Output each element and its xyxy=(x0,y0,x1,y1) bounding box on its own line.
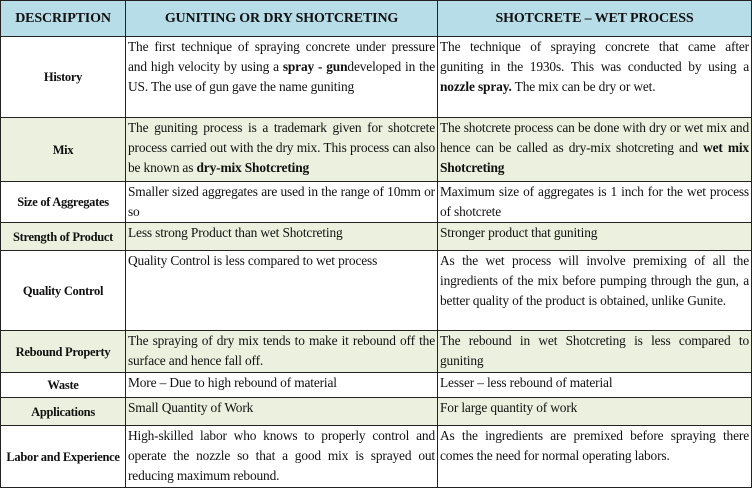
header-guniting: GUNITING OR DRY SHOTCRETING xyxy=(126,1,438,37)
dry-cell: Less strong Product than wet Shotcreting xyxy=(126,223,438,251)
wet-cell: The technique of spraying concrete that came after guniting in the 1930s. This was conducted by using a nozzle spray. The mix can be dry or wet. xyxy=(438,37,752,118)
row-label: History xyxy=(1,37,126,118)
row-label: Quality Control xyxy=(1,251,126,331)
wet-cell: For large quantity of work xyxy=(438,398,752,426)
table-row xyxy=(1,182,752,223)
dry-cell: High-skilled labor who knows to properly control and operate the nozzle so that a good mix is sprayed out reducing maximum rebound. xyxy=(126,426,438,488)
dry-cell: Smaller sized aggregates are used in the range of 10mm or so xyxy=(126,182,438,223)
dry-cell: Quality Control is less compared to wet process xyxy=(126,251,438,331)
header-shotcrete: SHOTCRETE – WET PROCESS xyxy=(438,1,752,37)
row-label: Applications xyxy=(1,398,126,426)
dry-cell: The guniting process is a trademark given for shotcrete process carried out with the dry mix. This process can also be known as dry-mix Shotcreting xyxy=(126,118,438,182)
dry-cell: More – Due to high rebound of material xyxy=(126,373,438,398)
wet-cell: Lesser – less rebound of material xyxy=(438,373,752,398)
table-row xyxy=(1,223,752,251)
row-label: Rebound Property xyxy=(1,331,126,373)
table-row xyxy=(1,426,752,488)
wet-cell: Stronger product that guniting xyxy=(438,223,752,251)
table-row xyxy=(1,373,752,398)
row-label: Waste xyxy=(1,373,126,398)
table-row xyxy=(1,37,752,118)
table-row xyxy=(1,118,752,182)
wet-cell: As the ingredients are premixed before spraying there comes the need for normal operating labors. xyxy=(438,426,752,488)
dry-cell: The first technique of spraying concrete under pressure and high velocity by using a spray - gundeveloped in the US. The use of gun gave the name guniting xyxy=(126,37,438,118)
row-label: Size of Aggregates xyxy=(1,182,126,223)
wet-cell: The rebound in wet Shotcreting is less compared to guniting xyxy=(438,331,752,373)
row-label: Labor and Experience xyxy=(1,426,126,488)
row-label: Strength of Product xyxy=(1,223,126,251)
row-label: Mix xyxy=(1,118,126,182)
dry-cell: Small Quantity of Work xyxy=(126,398,438,426)
wet-cell: The shotcrete process can be done with dry or wet mix and hence can be called as dry-mix shotcreting and wet mix Shotcreting xyxy=(438,118,752,182)
table-row xyxy=(1,251,752,331)
dry-cell: The spraying of dry mix tends to make it rebound off the surface and hence fall off. xyxy=(126,331,438,373)
table-row xyxy=(1,398,752,426)
table-row xyxy=(1,331,752,373)
wet-cell: As the wet process will involve premixing of all the ingredients of the mix before pumping through the gun, a better quality of the product is obtained, unlike Gunite. xyxy=(438,251,752,331)
wet-cell: Maximum size of aggregates is 1 inch for the wet process of shotcrete xyxy=(438,182,752,223)
header-description: DESCRIPTION xyxy=(1,1,126,37)
header-row xyxy=(1,1,752,37)
